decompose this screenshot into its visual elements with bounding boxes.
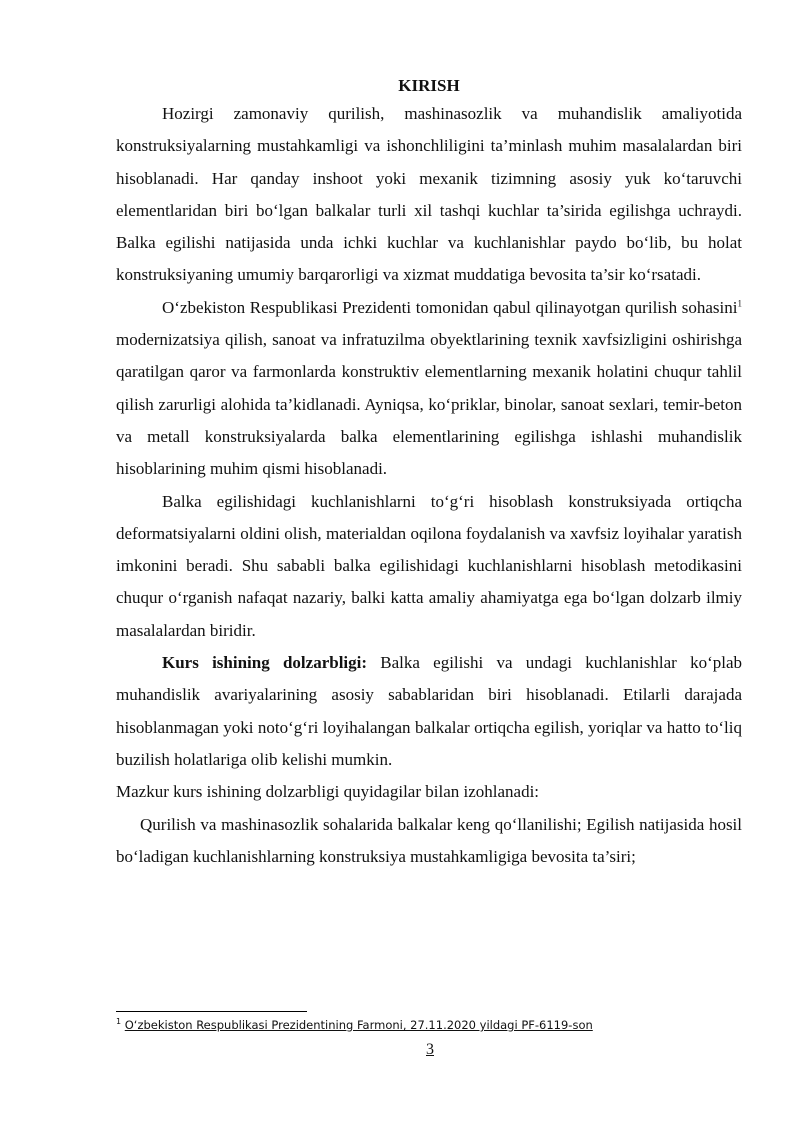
section-title: KIRISH xyxy=(398,76,460,95)
paragraph-intro: Hozirgi zamonaviy qurilish, mashinasozlik va muhandislik amaliyotida konstruksiyalarning mustahkamligi va ishonchliligini ta’minlash muhim masalalardan biri hisoblanadi. Har qanday inshoot yoki mexanik tizimning asosiy yuk ko‘taruvchi elementlaridan biri bo‘lgan balkalar turli xil tashqi kuchlar ta’sirida egilishga uchraydi. Balka egilishi natijasida unda ichki kuchlar va kuchlanishlar paydo bo‘lib, bu holat konstruksiyaning umumiy barqarorligi va xizmat muddatiga bevosita ta’sir ko‘rsatadi. xyxy=(116,104,742,285)
relevance-heading: Kurs ishining dolzarbligi: xyxy=(162,653,368,673)
paragraph-text: O‘zbekiston Respublikasi Prezidenti tomonidan qabul qilinayotgan qurilish sohasini xyxy=(162,297,738,317)
paragraph-calculation: Balka egilishidagi kuchlanishlarni to‘g‘ri hisoblash konstruksiyada ortiqcha deformatsiyalarni oldini olish, materialdan oqilona foydalanish va xavfsiz loyihalar yaratish imkonini beradi. Shu sababli balka egilishidagi kuchlanishlarni hisoblash metodikasini chuqur o‘rganish nafaqat nazariy, balki katta amaliy ahamiyatga ega bo‘lgan dolzarb ilmiy masalalardan biridir. xyxy=(116,491,742,640)
paragraph-list-items: Qurilish va mashinasozlik sohalarida balkalar keng qo‘llanilishi; Egilish natijasida hosil bo‘ladigan kuchlanishlarning konstruksiya mustahkamligiga bevosita ta’siri; xyxy=(116,814,742,866)
paragraph-presidential-decree xyxy=(116,292,742,486)
footnote xyxy=(116,1018,593,1032)
paragraph-text: Balka egilishi va undagi kuchlanishlar ko‘plab muhandislik avariyalarining asosiy sabablaridan biri hisoblanadi. Etilarli darajada hisoblanmagan yoki noto‘g‘ri loyihalangan balkalar ortiqcha egilish, yoriqlar va hatto to‘liq buzilish holatlariga olib kelishi mumkin. xyxy=(116,653,742,769)
footnote-marker: 1 xyxy=(116,1017,122,1027)
paragraph-text: modernizatsiya qilish, sanoat va infratuzilma obyektlarining texnik xavfsizligini oshirishga qaratilgan qaror va farmonlarda konstruktiv elementlarning mexanik holatini chuqur tahlil qilish zarurligi alohida ta’kidlanadi. Ayniqsa, ko‘priklar, binolar, sanoat sexlari, temir-beton va metall konstruksiyalarda balka elementlarining egilishga ishlashi muhandislik hisoblarining muhim qismi hisoblanadi. xyxy=(116,330,742,479)
page-body xyxy=(116,76,742,873)
paragraph-list-intro: Mazkur kurs ishining dolzarbligi quyidagilar bilan izohlanadi: xyxy=(116,782,540,802)
footnote-separator xyxy=(116,1011,307,1012)
footnote-text[interactable]: O‘zbekiston Respublikasi Prezidentining Farmoni, 27.11.2020 yildagi PF-6119-son xyxy=(124,1018,593,1032)
paragraph-relevance xyxy=(116,647,742,776)
page-number: 3 xyxy=(426,1041,434,1058)
footnote-reference[interactable]: 1 xyxy=(737,298,742,309)
